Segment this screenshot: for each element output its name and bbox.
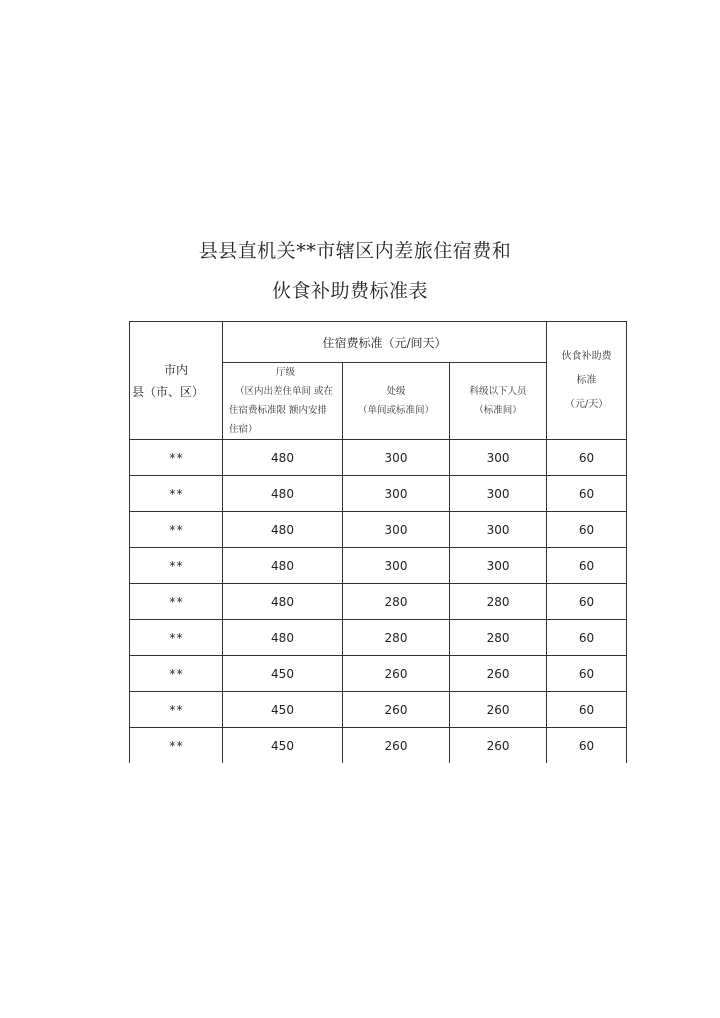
bureau-rate-cell: 450: [223, 692, 343, 728]
meal-header-line1: 伙食补助费: [561, 350, 612, 362]
table-row: [130, 512, 627, 548]
region-cell: **: [130, 656, 223, 692]
division-header-line2: （单间或标准间）: [357, 405, 434, 416]
bureau-rate-cell: 480: [223, 548, 343, 584]
division-header-line1: 处级: [386, 386, 406, 397]
division-rate-cell: 280: [343, 620, 450, 656]
table-row: [130, 440, 627, 476]
bureau-header-line3: 住宿费标准限 额内安排: [229, 405, 328, 416]
region-header-line2: 县（市、区）: [132, 384, 205, 399]
region-cell: **: [130, 512, 223, 548]
division-rate-cell: 260: [343, 728, 450, 764]
meal-rate-cell: 60: [547, 440, 627, 476]
division-rate-cell: 300: [343, 476, 450, 512]
bureau-rate-cell: 480: [223, 512, 343, 548]
division-rate-cell: 300: [343, 440, 450, 476]
section-rate-cell: 300: [450, 476, 547, 512]
section-rate-cell: 300: [450, 548, 547, 584]
table-row: [130, 476, 627, 512]
bureau-rate-cell: 450: [223, 656, 343, 692]
meal-rate-cell: 60: [547, 692, 627, 728]
section-rate-cell: 260: [450, 656, 547, 692]
table-row: [130, 656, 627, 692]
bureau-header-line2: （区内出差住单间 或在: [235, 386, 334, 397]
meal-allowance-header: [547, 322, 627, 440]
region-column-header: [130, 322, 223, 440]
document-title-line2: 伙食补助费标准表: [271, 280, 428, 302]
meal-rate-cell: 60: [547, 728, 627, 764]
bureau-level-header: [223, 363, 343, 440]
allowance-standard-table: [129, 321, 627, 763]
header-row-1: [130, 322, 627, 363]
region-cell: **: [130, 584, 223, 620]
section-rate-cell: 260: [450, 692, 547, 728]
bureau-header-line4: 住宿）: [229, 424, 258, 435]
division-rate-cell: 260: [343, 656, 450, 692]
division-rate-cell: 280: [343, 584, 450, 620]
section-rate-cell: 300: [450, 440, 547, 476]
section-rate-cell: 280: [450, 584, 547, 620]
section-level-header: [450, 363, 547, 440]
table-row: [130, 584, 627, 620]
meal-rate-cell: 60: [547, 512, 627, 548]
lodging-standard-header: 住宿费标准（元/间天）: [223, 322, 547, 363]
table-row: [130, 548, 627, 584]
meal-rate-cell: 60: [547, 656, 627, 692]
region-cell: **: [130, 692, 223, 728]
bureau-rate-cell: 450: [223, 728, 343, 764]
table-row: [130, 620, 627, 656]
bureau-header-line1: 厅级: [275, 367, 295, 378]
region-cell: **: [130, 620, 223, 656]
bureau-rate-cell: 480: [223, 584, 343, 620]
section-header-line2: （标准间）: [474, 405, 522, 416]
document-title-line1: 县县直机关**市辖区内差旅住宿费和: [198, 240, 512, 262]
meal-rate-cell: 60: [547, 620, 627, 656]
division-rate-cell: 300: [343, 548, 450, 584]
table-row: [130, 692, 627, 728]
meal-header-line3: （元/天）: [564, 398, 609, 410]
meal-rate-cell: 60: [547, 548, 627, 584]
division-level-header: [343, 363, 450, 440]
meal-rate-cell: 60: [547, 584, 627, 620]
bureau-rate-cell: 480: [223, 476, 343, 512]
table-row: [130, 728, 627, 764]
meal-rate-cell: 60: [547, 476, 627, 512]
meal-header-line2: 标准: [576, 374, 597, 386]
region-cell: **: [130, 548, 223, 584]
division-rate-cell: 260: [343, 692, 450, 728]
region-cell: **: [130, 440, 223, 476]
section-rate-cell: 300: [450, 512, 547, 548]
section-rate-cell: 280: [450, 620, 547, 656]
section-header-line1: 科级以下人员: [469, 386, 527, 397]
bureau-rate-cell: 480: [223, 440, 343, 476]
region-cell: **: [130, 476, 223, 512]
division-rate-cell: 300: [343, 512, 450, 548]
bureau-rate-cell: 480: [223, 620, 343, 656]
section-rate-cell: 260: [450, 728, 547, 764]
region-cell: **: [130, 728, 223, 764]
region-header-line1: 市内: [163, 362, 188, 377]
